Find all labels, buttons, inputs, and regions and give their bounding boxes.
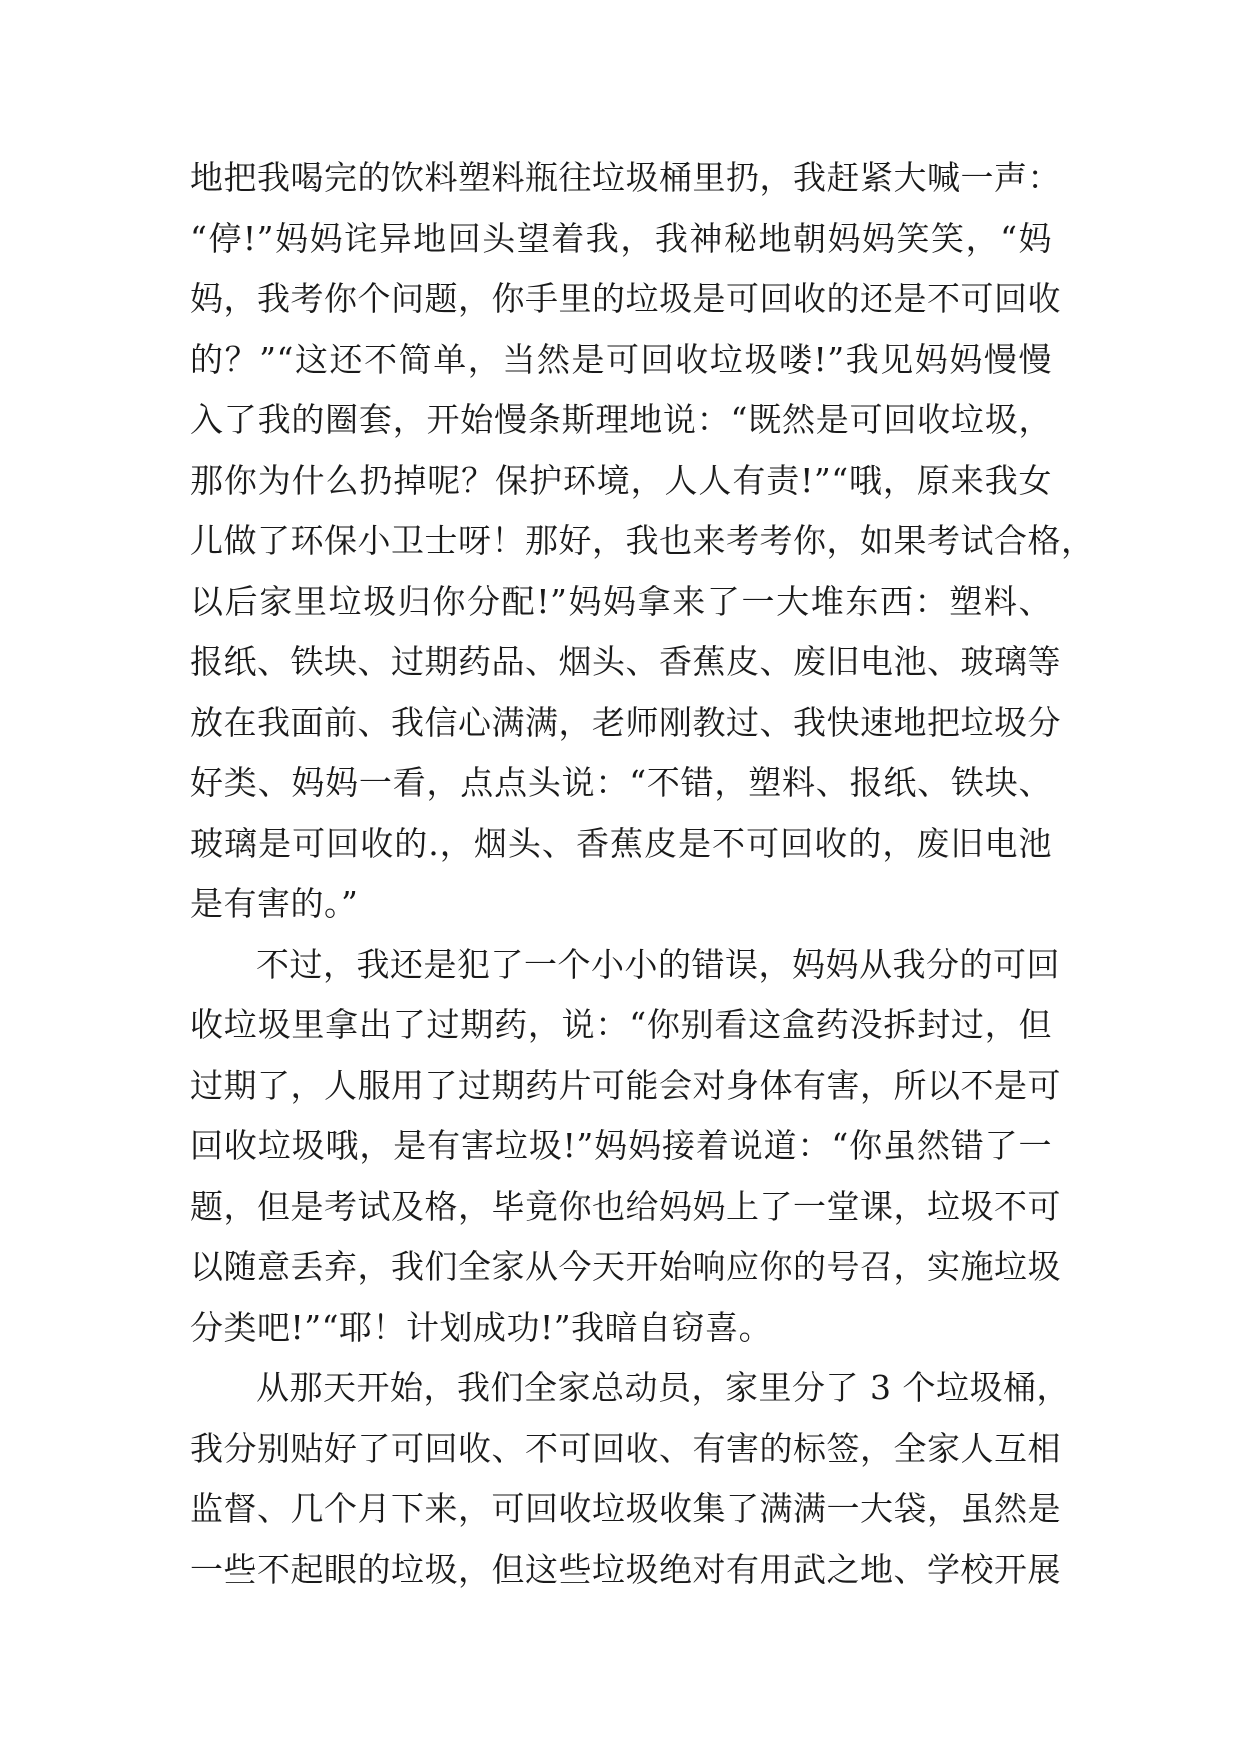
document-body <box>190 148 1095 1600</box>
text-line: 玻璃是可回收的.，烟头、香蕉皮是不可回收的，废旧电池 <box>190 823 1052 863</box>
text-line: 分类吧!”“耶！计划成功!”我暗自窃喜。 <box>190 1307 773 1347</box>
text-line: 监督、几个月下来，可回收垃圾收集了满满一大袋，虽然是 <box>190 1489 1061 1528</box>
text-line: 以后家里垃圾归你分配!”妈妈拿来了一大堆东西：塑料、 <box>190 581 1052 621</box>
text-line: 报纸、铁块、过期药品、烟头、香蕉皮、废旧电池、玻璃等 <box>190 642 1061 681</box>
text-line: 是有害的。” <box>190 884 359 923</box>
text-line: 地把我喝完的饮料塑料瓶往垃圾桶里扔，我赶紧大喊一声： <box>190 158 1061 197</box>
text-line: 儿做了环保小卫士呀！那好，我也来考考你，如果考试合格， <box>190 521 1095 560</box>
text-line: 妈，我考你个问题，你手里的垃圾是可回收的还是不可回收 <box>190 279 1061 318</box>
paragraph-2 <box>190 935 1061 1359</box>
text-line: “停!”妈妈诧异地回头望着我，我神秘地朝妈妈笑笑，“妈 <box>190 218 1052 258</box>
paragraph-3 <box>190 1358 1070 1600</box>
text-line: 题，但是考试及格，毕竟你也给妈妈上了一堂课，垃圾不可 <box>190 1186 1061 1226</box>
text-line: 的？”“这还不简单，当然是可回收垃圾喽!”我见妈妈慢慢 <box>190 339 1052 379</box>
text-line: 不过，我还是犯了一个小小的错误，妈妈从我分的可回 <box>256 944 1060 984</box>
text-line: 我分别贴好了可回收、不可回收、有害的标签，全家人互相 <box>190 1428 1061 1468</box>
text-line: 回收垃圾哦，是有害垃圾!”妈妈接着说道：“你虽然错了一 <box>190 1126 1052 1165</box>
text-line: 从那天开始，我们全家总动员，家里分了 3 个垃圾桶， <box>256 1368 1070 1407</box>
text-line: 以随意丢弃，我们全家从今天开始响应你的号召，实施垃圾 <box>190 1247 1061 1286</box>
text-line: 收垃圾里拿出了过期药，说：“你别看这盒药没拆封过，但 <box>190 1005 1052 1044</box>
text-line: 好类、妈妈一看，点点头说：“不错，塑料、报纸、铁块、 <box>190 763 1052 802</box>
text-line: 放在我面前、我信心满满，老师刚教过、我快速地把垃圾分 <box>190 702 1061 742</box>
text-line: 那你为什么扔掉呢？保护环境，人人有责!”“哦，原来我女 <box>190 460 1052 500</box>
text-line: 入了我的圈套，开始慢条斯理地说：“既然是可回收垃圾， <box>190 400 1052 439</box>
paragraph-1 <box>190 148 1095 935</box>
text-line: 过期了，人服用了过期药片可能会对身体有害，所以不是可 <box>190 1065 1061 1105</box>
text-line: 一些不起眼的垃圾，但这些垃圾绝对有用武之地、学校开展 <box>190 1549 1061 1589</box>
